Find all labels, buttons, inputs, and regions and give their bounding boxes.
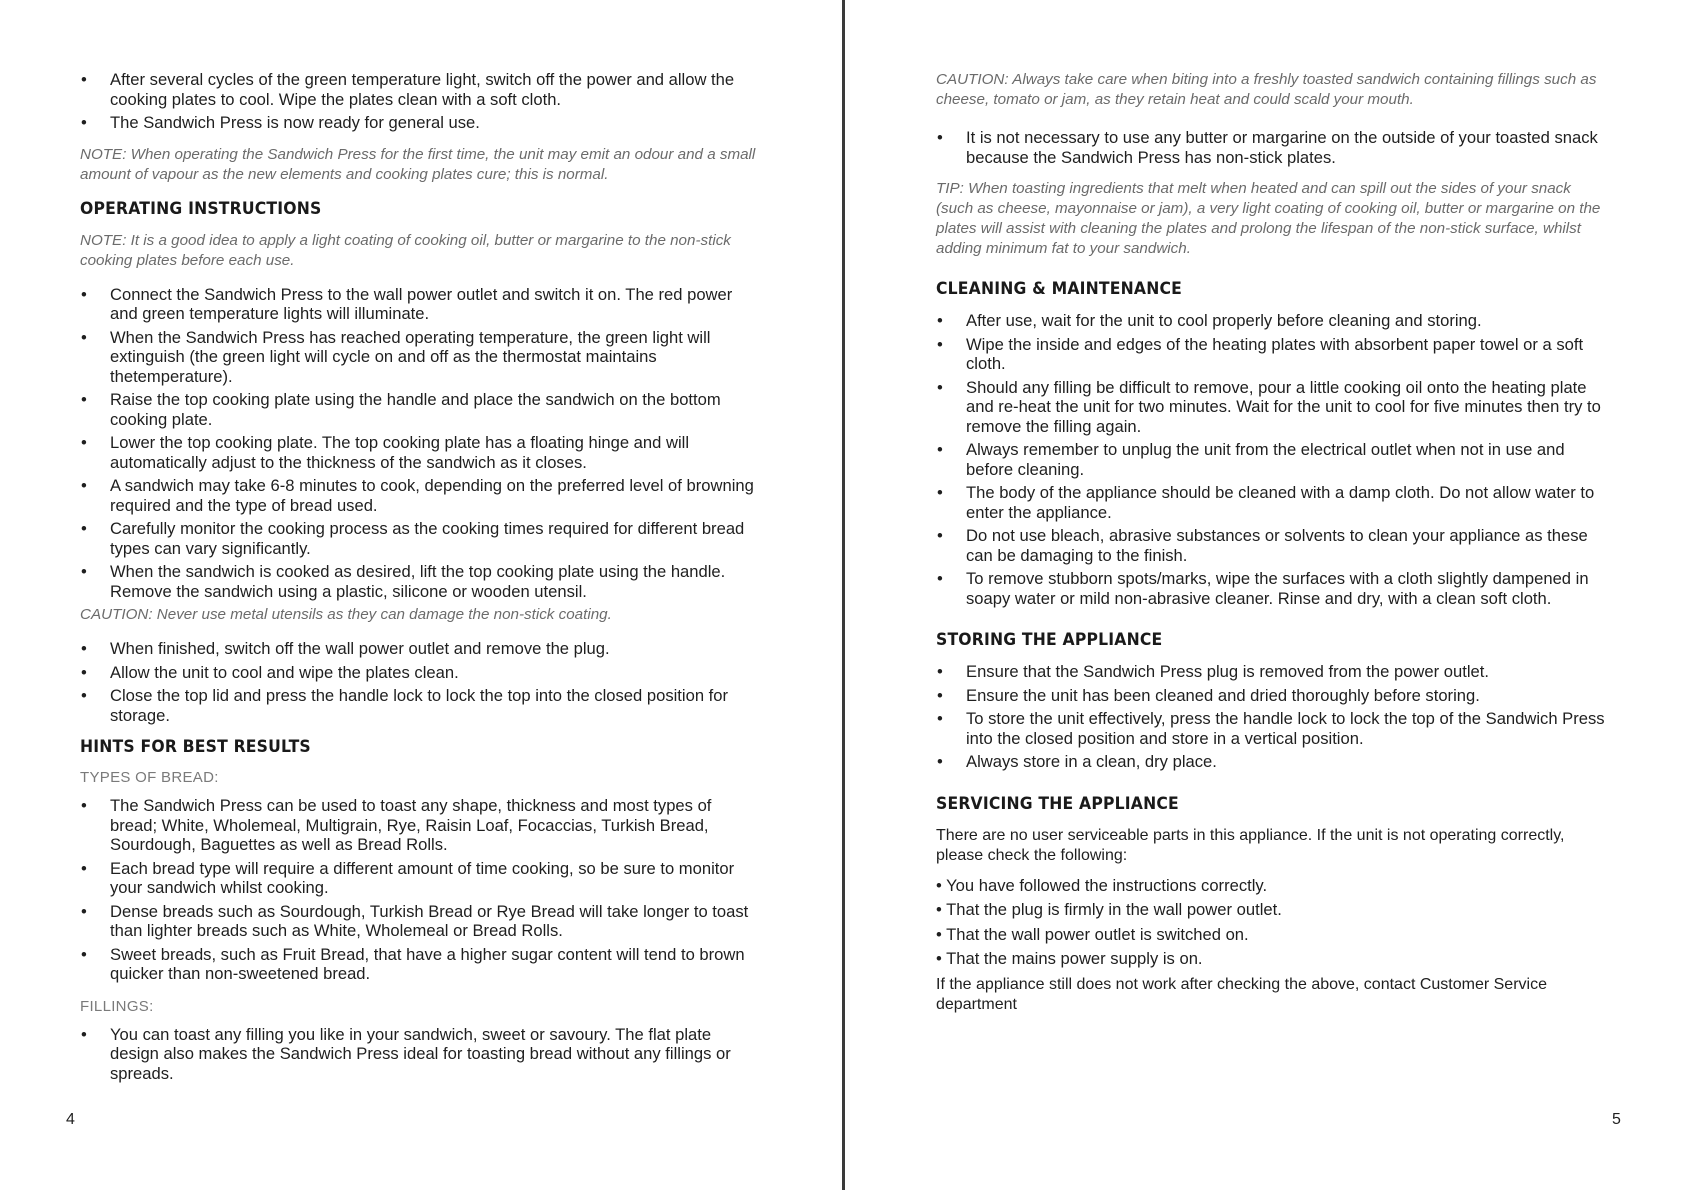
page-number-right: 5 — [1612, 1111, 1621, 1128]
list-item: • After use, wait for the unit to cool properly before cleaning and storing. — [937, 311, 1482, 330]
list-item: • When the sandwich is cooked as desired, lift the top cooking plate using the handle. Remove the sandwich using a plastic, silicone or wooden utensil. — [81, 562, 726, 601]
list-item: • You can toast any filling you like in your sandwich, sweet or savoury. The flat plate design also makes the Sandwich Press ideal for toasting bread without any fillings or spreads. — [81, 1024, 731, 1083]
list-item: • Dense breads such as Sourdough, Turkish Bread or Rye Bread will take longer to toast than lighter breads such as White, Wholemeal or Bread Rolls. — [81, 901, 749, 940]
list-item: • The Sandwich Press can be used to toast any shape, thickness and most types of bread; White, Wholemeal, Multigrain, Rye, Raisin Loaf, Focaccias, Turkish Bread, Sourdough, Baguettes as well as Bread Rolls. — [81, 796, 712, 854]
list-item: • Always store in a clean, dry place. — [937, 752, 1217, 771]
right-tip: TIP: When toasting ingredients that melt when heated and can spill out the sides of your snack (such as cheese, mayonnaise or jam), a very light coating of cooking oil, butter or margarine on the plates will assist with cleaning the plates and prolong the lifespan of the non-stick surface, whilst adding minimum fat to your sandwich. — [936, 180, 1601, 257]
list-item: • The Sandwich Press is now ready for general use. — [81, 113, 480, 132]
storing-list — [936, 662, 1612, 772]
list-item: • Do not use bleach, abrasive substances or solvents to clean your appliance as these can be damaging to the finish. — [937, 526, 1588, 565]
list-item: • After several cycles of the green temperature light, switch off the power and allow the cooking plates to cool. Wipe the plates clean with a soft cloth. — [81, 70, 735, 109]
fillings-list — [80, 1025, 760, 1084]
list-item: • Allow the unit to cool and wipe the plates clean. — [81, 662, 459, 682]
list-item: • Ensure the unit has been cleaned and dried thoroughly before storing. — [937, 685, 1480, 705]
list-item: • It is not necessary to use any butter or margarine on the outside of your toasted snack because the Sandwich Press has non-stick plates. — [937, 128, 1598, 167]
left-page — [80, 70, 760, 1095]
list-item: • You have followed the instructions correctly. — [936, 875, 1268, 895]
list-item: • Connect the Sandwich Press to the wall power outlet and switch it on. The red power and green temperature lights will illuminate. — [81, 284, 733, 323]
list-item: • Lower the top cooking plate. The top cooking plate has a floating hinge and will automatically adjust to the thickness of the sandwich as it closes. — [81, 433, 690, 472]
cleaning-heading: CLEANING & MAINTENANCE — [936, 279, 1183, 299]
list-item: • A sandwich may take 6-8 minutes to cook, depending on the preferred level of browning required and the type of bread used. — [81, 476, 754, 515]
list-item: • Each bread type will require a different amount of time cooking, so be sure to monitor your sandwich whilst cooking. — [81, 858, 735, 897]
list-item: • To remove stubborn spots/marks, wipe the surfaces with a cloth slightly dampened in soapy water or mild non-abrasive cleaner. Rinse and dry, with a clean soft cloth. — [937, 569, 1589, 608]
right-page — [936, 70, 1612, 1025]
list-item: • Ensure that the Sandwich Press plug is removed from the power outlet. — [937, 662, 1489, 681]
list-item: • That the mains power supply is on. — [936, 949, 1203, 968]
list-item: • That the wall power outlet is switched on. — [936, 924, 1249, 944]
servicing-heading: SERVICING THE APPLIANCE — [936, 793, 1179, 814]
page-spine — [842, 0, 845, 1190]
list-item: • When finished, switch off the wall power outlet and remove the plug. — [81, 639, 610, 658]
hints-heading: HINTS FOR BEST RESULTS — [80, 737, 311, 757]
right-intro-list — [936, 128, 1612, 167]
page-number-left: 4 — [66, 1111, 75, 1128]
operating-list — [80, 285, 760, 602]
intro-list — [80, 70, 760, 133]
list-item: • Wipe the inside and edges of the heating plates with absorbent paper towel or a soft cloth. — [937, 334, 1584, 373]
right-caution: CAUTION: Always take care when biting into a freshly toasted sandwich containing fillings such as cheese, tomato or jam, as they retain heat and could scald your mouth. — [936, 71, 1597, 108]
operating-caution: CAUTION: Never use metal utensils as they can damage the non-stick coating. — [80, 606, 612, 623]
list-item: • The body of the appliance should be cleaned with a damp cloth. Do not allow water to enter the appliance. — [937, 483, 1595, 522]
list-item: • Close the top lid and press the handle lock to lock the top into the closed position for storage. — [81, 686, 729, 725]
operating-heading: OPERATING INSTRUCTIONS — [80, 198, 322, 219]
servicing-checklist — [936, 876, 1612, 969]
servicing-intro: There are no user serviceable parts in this appliance. If the unit is not operating correctly, please check the following: — [936, 826, 1565, 864]
cleaning-list — [936, 311, 1612, 608]
list-item: • Should any filling be difficult to remove, pour a little cooking oil onto the heating plate and re-heat the unit for two minutes. Wait for the unit to cool for five minutes then try to remove the filling again. — [937, 377, 1601, 436]
list-item: • Raise the top cooking plate using the handle and place the sandwich on the bottom cooking plate. — [81, 390, 721, 429]
bread-list — [80, 796, 760, 984]
operating-note: NOTE: It is a good idea to apply a light coating of cooking oil, butter or margarine to the non-stick cooking plates before each use. — [80, 231, 731, 269]
list-item: • Always remember to unplug the unit from the electrical outlet when not in use and before cleaning. — [937, 440, 1565, 479]
list-item: • That the plug is firmly in the wall power outlet. — [936, 900, 1282, 919]
list-item: • To store the unit effectively, press the handle lock to lock the top of the Sandwich Press into the closed position and store in a vertical position. — [937, 709, 1605, 748]
list-item: • Sweet breads, such as Fruit Bread, that have a higher sugar content will tend to brown quicker than non-sweetened bread. — [81, 944, 745, 983]
list-item: • Carefully monitor the cooking process as the cooking times required for different bread types can vary significantly. — [81, 519, 745, 558]
storing-heading: STORING THE APPLIANCE — [936, 630, 1163, 650]
servicing-outro: If the appliance still does not work after checking the above, contact Customer Service department — [936, 975, 1547, 1013]
bread-subhead: TYPES OF BREAD: — [80, 769, 219, 786]
fillings-subhead: FILLINGS: — [80, 997, 154, 1015]
intro-note: NOTE: When operating the Sandwich Press for the first time, the unit may emit an odour and a small amount of vapour as the new elements and cooking plates cure; this is normal. — [80, 145, 756, 183]
operating-list-2 — [80, 639, 760, 725]
list-item: • When the Sandwich Press has reached operating temperature, the green light will extinguish (the green light will cycle on and off as the thermostat maintains thetemperature). — [81, 327, 711, 386]
